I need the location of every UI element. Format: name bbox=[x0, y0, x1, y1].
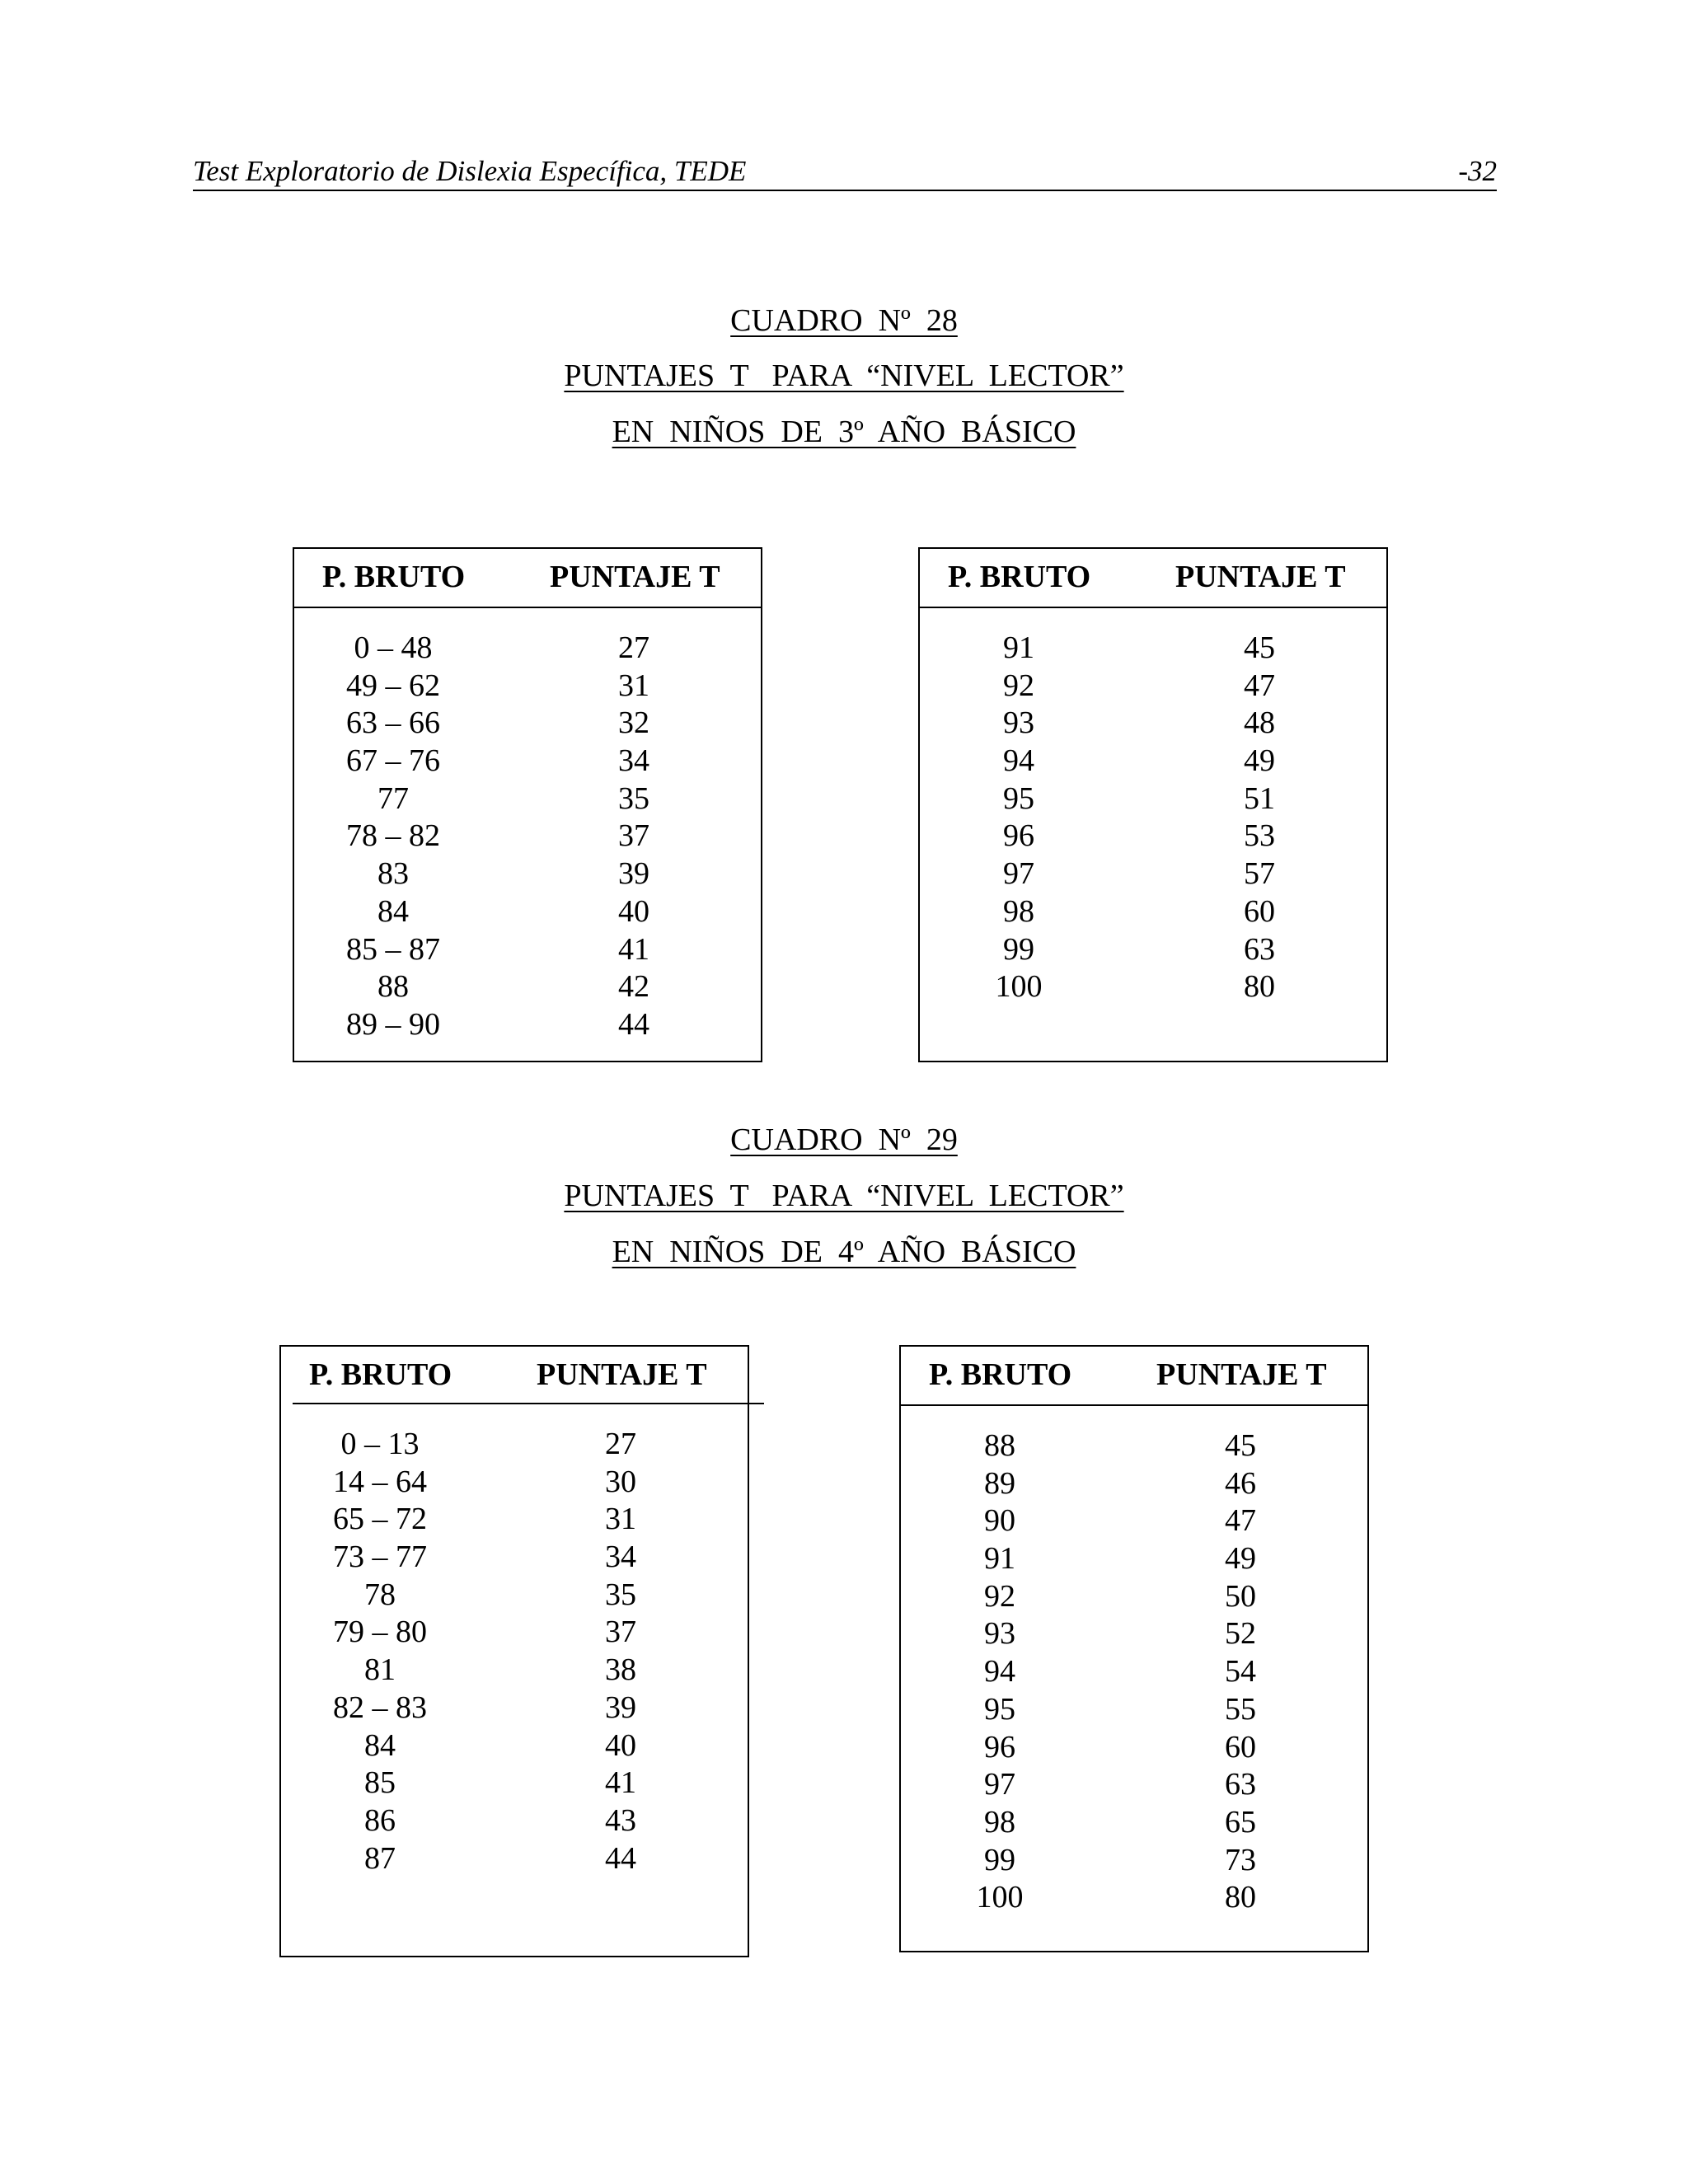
t-score-cell: 41 bbox=[618, 931, 649, 967]
raw-score-cell: 86 bbox=[364, 1802, 396, 1838]
table-row bbox=[901, 1427, 1367, 1465]
t-score-cell: 27 bbox=[605, 1427, 636, 1461]
raw-score-cell: 99 bbox=[984, 1842, 1015, 1877]
raw-score-cell: 78 bbox=[364, 1577, 396, 1612]
table-row bbox=[920, 780, 1386, 818]
t-score-cell: 43 bbox=[605, 1802, 636, 1838]
table-row bbox=[294, 780, 761, 818]
table-row bbox=[920, 968, 1386, 1006]
table-row bbox=[901, 1729, 1367, 1767]
column-header: PUNTAJE T bbox=[550, 560, 720, 594]
raw-score-cell: 14 – 64 bbox=[333, 1464, 427, 1499]
table-caption-line: CUADRO Nº 29 bbox=[730, 1122, 958, 1157]
raw-score-cell: 88 bbox=[984, 1428, 1015, 1463]
raw-score-cell: 99 bbox=[1003, 931, 1034, 967]
raw-score-cell: 85 – 87 bbox=[346, 931, 440, 967]
raw-score-cell: 100 bbox=[995, 969, 1043, 1005]
table-caption-line: PUNTAJES T PARA “NIVEL LECTOR” bbox=[564, 1179, 1124, 1213]
table-row bbox=[901, 1842, 1367, 1880]
table-caption-line: EN NIÑOS DE 4º AÑO BÁSICO bbox=[612, 1235, 1076, 1269]
raw-score-cell: 91 bbox=[984, 1541, 1015, 1577]
page-number: -32 bbox=[1458, 155, 1497, 187]
t-score-cell: 51 bbox=[1244, 780, 1275, 816]
table-row bbox=[901, 1691, 1367, 1729]
table-row bbox=[901, 1879, 1367, 1917]
table-row bbox=[294, 968, 761, 1006]
raw-score-cell: 93 bbox=[1003, 705, 1034, 741]
t-score-cell: 30 bbox=[605, 1464, 636, 1499]
t-score-cell: 52 bbox=[1225, 1616, 1256, 1652]
table-row bbox=[294, 630, 761, 668]
table-caption-line: PUNTAJES T PARA “NIVEL LECTOR” bbox=[564, 359, 1124, 393]
score-table bbox=[279, 1345, 749, 1957]
raw-score-cell: 95 bbox=[1003, 780, 1034, 816]
table-row bbox=[920, 630, 1386, 668]
raw-score-cell: 0 – 13 bbox=[340, 1427, 420, 1461]
t-score-cell: 80 bbox=[1225, 1880, 1256, 1915]
raw-score-cell: 82 – 83 bbox=[333, 1690, 427, 1725]
t-score-cell: 48 bbox=[1244, 705, 1275, 741]
t-score-cell: 45 bbox=[1225, 1428, 1256, 1463]
raw-score-cell: 78 – 82 bbox=[346, 818, 440, 854]
raw-score-cell: 63 – 66 bbox=[346, 705, 440, 741]
table-row bbox=[920, 705, 1386, 743]
raw-score-cell: 67 – 76 bbox=[346, 743, 440, 779]
raw-score-cell: 81 bbox=[364, 1652, 396, 1688]
table-row bbox=[281, 1802, 748, 1840]
raw-score-cell: 94 bbox=[1003, 743, 1034, 779]
table-row bbox=[920, 668, 1386, 705]
table-row bbox=[294, 818, 761, 855]
column-header: P. BRUTO bbox=[929, 1357, 1072, 1392]
table-row bbox=[281, 1539, 748, 1577]
table-row bbox=[901, 1578, 1367, 1616]
t-score-cell: 60 bbox=[1244, 893, 1275, 929]
t-score-cell: 49 bbox=[1225, 1541, 1256, 1577]
raw-score-cell: 49 – 62 bbox=[346, 668, 440, 703]
table-row bbox=[901, 1653, 1367, 1691]
raw-score-cell: 79 – 80 bbox=[333, 1615, 427, 1650]
table-row bbox=[920, 931, 1386, 969]
t-score-cell: 65 bbox=[1225, 1804, 1256, 1840]
table-row bbox=[901, 1615, 1367, 1653]
raw-score-cell: 94 bbox=[984, 1654, 1015, 1690]
raw-score-cell: 65 – 72 bbox=[333, 1502, 427, 1537]
table-header bbox=[920, 549, 1386, 608]
column-header: P. BRUTO bbox=[322, 560, 466, 594]
table-row bbox=[901, 1465, 1367, 1503]
t-score-cell: 49 bbox=[1244, 743, 1275, 779]
table-row bbox=[920, 855, 1386, 893]
table-row bbox=[281, 1652, 748, 1690]
t-score-cell: 47 bbox=[1244, 668, 1275, 703]
table-row bbox=[281, 1840, 748, 1878]
page-header bbox=[193, 153, 1497, 191]
raw-score-cell: 91 bbox=[1003, 630, 1034, 665]
t-score-cell: 42 bbox=[618, 969, 649, 1005]
column-header: PUNTAJE T bbox=[1175, 560, 1346, 594]
t-score-cell: 73 bbox=[1225, 1842, 1256, 1877]
table-row bbox=[901, 1502, 1367, 1540]
t-score-cell: 39 bbox=[618, 856, 649, 892]
table-row bbox=[281, 1690, 748, 1727]
raw-score-cell: 98 bbox=[984, 1804, 1015, 1840]
table-header bbox=[281, 1347, 748, 1404]
t-score-cell: 34 bbox=[618, 743, 649, 779]
column-header: PUNTAJE T bbox=[537, 1357, 707, 1392]
table-row bbox=[901, 1766, 1367, 1804]
table-row bbox=[294, 668, 761, 705]
table-row bbox=[920, 893, 1386, 931]
table-body bbox=[901, 1406, 1367, 1917]
t-score-cell: 80 bbox=[1244, 969, 1275, 1005]
t-score-cell: 63 bbox=[1244, 931, 1275, 967]
raw-score-cell: 88 bbox=[377, 969, 409, 1005]
t-score-cell: 45 bbox=[1244, 630, 1275, 665]
table-row bbox=[281, 1577, 748, 1615]
t-score-cell: 39 bbox=[605, 1690, 636, 1725]
raw-score-cell: 93 bbox=[984, 1616, 1015, 1652]
table-header bbox=[901, 1347, 1367, 1406]
t-score-cell: 53 bbox=[1244, 818, 1275, 854]
t-score-cell: 63 bbox=[1225, 1767, 1256, 1802]
t-score-cell: 37 bbox=[618, 818, 649, 854]
table-body bbox=[281, 1404, 748, 1877]
score-table bbox=[293, 547, 762, 1062]
table-caption-line: EN NIÑOS DE 3º AÑO BÁSICO bbox=[612, 415, 1076, 449]
raw-score-cell: 95 bbox=[984, 1691, 1015, 1727]
t-score-cell: 40 bbox=[605, 1727, 636, 1763]
t-score-cell: 32 bbox=[618, 705, 649, 741]
raw-score-cell: 92 bbox=[984, 1578, 1015, 1614]
raw-score-cell: 73 – 77 bbox=[333, 1540, 427, 1575]
table-row bbox=[294, 893, 761, 931]
t-score-cell: 44 bbox=[605, 1840, 636, 1876]
table-row bbox=[281, 1727, 748, 1765]
raw-score-cell: 84 bbox=[364, 1727, 396, 1763]
table-row bbox=[901, 1804, 1367, 1842]
table-row bbox=[920, 818, 1386, 855]
raw-score-cell: 84 bbox=[377, 893, 409, 929]
table-row bbox=[294, 855, 761, 893]
table-row bbox=[901, 1540, 1367, 1578]
raw-score-cell: 0 – 48 bbox=[354, 630, 433, 665]
document-title: Test Exploratorio de Dislexia Específica, TEDE bbox=[193, 155, 747, 187]
raw-score-cell: 87 bbox=[364, 1840, 396, 1876]
score-table bbox=[899, 1345, 1369, 1952]
table-row bbox=[281, 1501, 748, 1539]
t-score-cell: 55 bbox=[1225, 1691, 1256, 1727]
column-header: P. BRUTO bbox=[309, 1357, 452, 1392]
table-row bbox=[294, 705, 761, 743]
raw-score-cell: 89 – 90 bbox=[346, 1006, 440, 1042]
t-score-cell: 57 bbox=[1244, 856, 1275, 892]
raw-score-cell: 83 bbox=[377, 856, 409, 892]
table-row bbox=[294, 743, 761, 780]
t-score-cell: 50 bbox=[1225, 1578, 1256, 1614]
raw-score-cell: 100 bbox=[976, 1880, 1024, 1915]
t-score-cell: 27 bbox=[618, 630, 649, 665]
raw-score-cell: 92 bbox=[1003, 668, 1034, 703]
table-row bbox=[294, 1006, 761, 1044]
raw-score-cell: 97 bbox=[984, 1767, 1015, 1802]
t-score-cell: 44 bbox=[618, 1006, 649, 1042]
t-score-cell: 47 bbox=[1225, 1503, 1256, 1539]
raw-score-cell: 96 bbox=[1003, 818, 1034, 854]
column-header: PUNTAJE T bbox=[1156, 1357, 1327, 1392]
t-score-cell: 35 bbox=[605, 1577, 636, 1612]
score-table bbox=[918, 547, 1388, 1062]
raw-score-cell: 85 bbox=[364, 1765, 396, 1801]
raw-score-cell: 96 bbox=[984, 1729, 1015, 1765]
table-body bbox=[294, 608, 761, 1044]
t-score-cell: 31 bbox=[605, 1502, 636, 1537]
table-row bbox=[281, 1765, 748, 1802]
t-score-cell: 54 bbox=[1225, 1654, 1256, 1690]
column-header: P. BRUTO bbox=[948, 560, 1091, 594]
t-score-cell: 31 bbox=[618, 668, 649, 703]
table-row bbox=[281, 1464, 748, 1502]
raw-score-cell: 98 bbox=[1003, 893, 1034, 929]
table-caption-line: CUADRO Nº 28 bbox=[730, 303, 958, 338]
t-score-cell: 41 bbox=[605, 1765, 636, 1801]
raw-score-cell: 90 bbox=[984, 1503, 1015, 1539]
raw-score-cell: 89 bbox=[984, 1465, 1015, 1501]
t-score-cell: 34 bbox=[605, 1540, 636, 1575]
t-score-cell: 46 bbox=[1225, 1465, 1256, 1501]
table-header bbox=[294, 549, 761, 608]
raw-score-cell: 77 bbox=[377, 780, 409, 816]
t-score-cell: 38 bbox=[605, 1652, 636, 1688]
table-row bbox=[294, 931, 761, 969]
table-body bbox=[920, 608, 1386, 1006]
t-score-cell: 35 bbox=[618, 780, 649, 816]
table-row bbox=[281, 1614, 748, 1652]
t-score-cell: 37 bbox=[605, 1615, 636, 1650]
table-row bbox=[920, 743, 1386, 780]
t-score-cell: 40 bbox=[618, 893, 649, 929]
table-row bbox=[281, 1426, 748, 1464]
t-score-cell: 60 bbox=[1225, 1729, 1256, 1765]
raw-score-cell: 97 bbox=[1003, 856, 1034, 892]
